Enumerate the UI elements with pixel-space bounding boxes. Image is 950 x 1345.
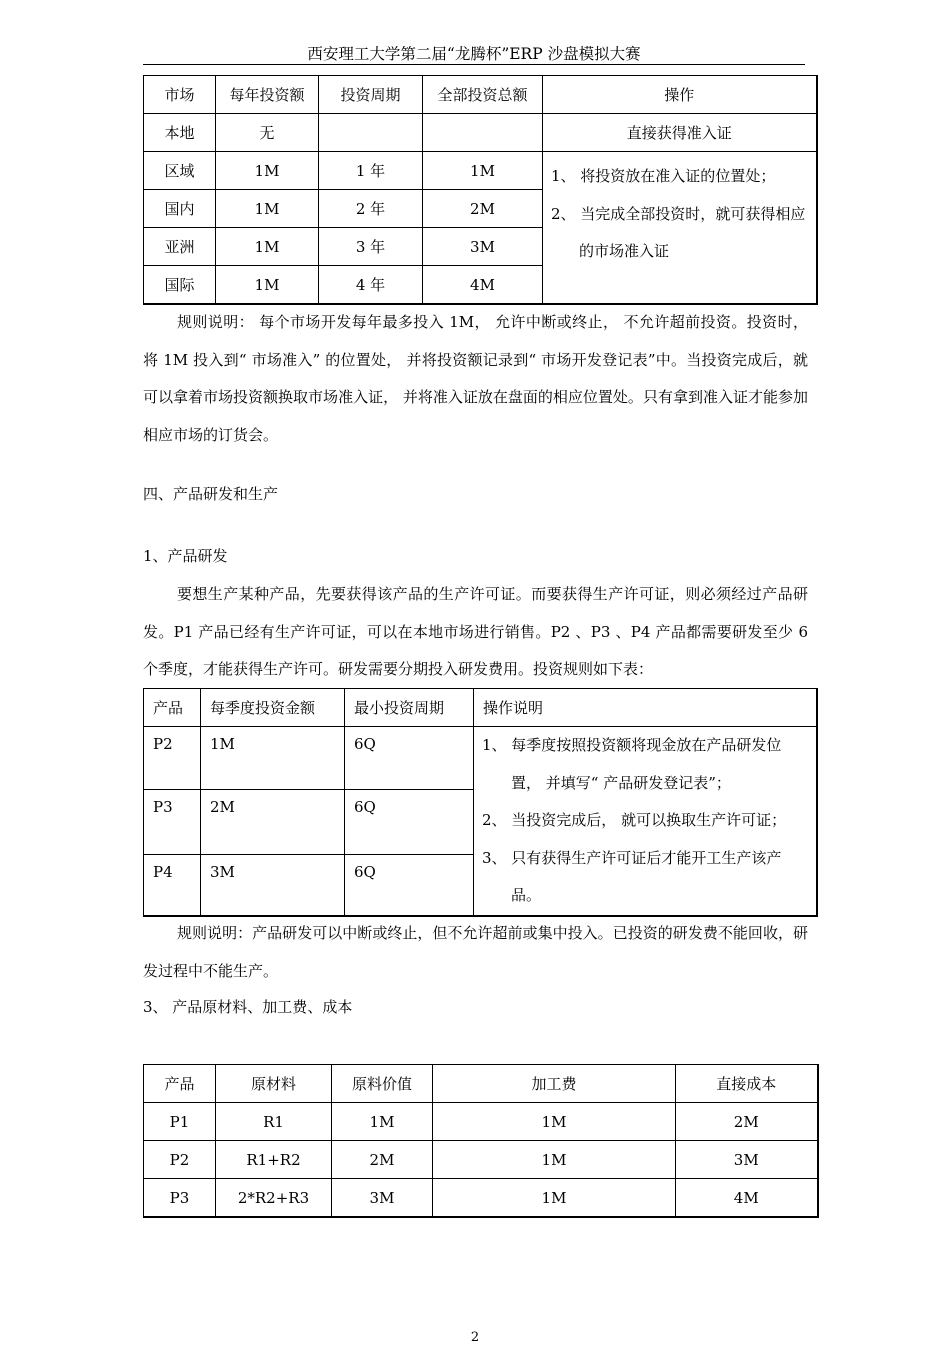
table-header-cell: 每年投资额 bbox=[216, 76, 319, 114]
section-title: 四、产品研发和生产 bbox=[143, 485, 279, 503]
table-row bbox=[144, 1179, 818, 1218]
market-rules-paragraph: 规则说明： 每个市场开发每年最多投入 1M， 允许中断或终止， 不允许超前投资。投资时， 将 1M 投入到“ 市场准入” 的位置处， 并将投资额记录到“ 市场开发登记表”中。当投资完成后，就可以拿着市场投资额换取市场准入证， 并将准入证放在盘面的相应位置处。只有拿到准入证才能参加相应市场的订货会。 bbox=[143, 313, 808, 444]
table-cell: R1+R2 bbox=[216, 1141, 332, 1179]
table-cell: 1M bbox=[201, 727, 345, 790]
table-cell: 2 年 bbox=[319, 190, 423, 228]
table-cell: 2*R2+R3 bbox=[216, 1179, 332, 1218]
product-cost-table bbox=[143, 1064, 819, 1218]
table-header-cell: 全部投资总额 bbox=[423, 76, 543, 114]
rd-rules-paragraph: 规则说明：产品研发可以中断或终止，但不允许超前或集中投入。已投资的研发费不能回收，研发过程中不能生产。 bbox=[143, 924, 808, 980]
table-cell: 2M bbox=[332, 1141, 433, 1179]
table-cell: 3M bbox=[201, 854, 345, 915]
market-investment-table bbox=[143, 75, 818, 305]
table-cell: 1M bbox=[216, 228, 319, 266]
table-cell: 直接获得准入证 bbox=[543, 114, 817, 152]
table-cell: 1M bbox=[433, 1103, 676, 1141]
table-cell: 1M bbox=[433, 1141, 676, 1179]
table-header-cell: 最小投资周期 bbox=[345, 689, 474, 727]
table-cell: 6Q bbox=[345, 727, 474, 790]
table-header-cell: 产品 bbox=[144, 689, 201, 727]
operation-notes-cell bbox=[543, 152, 817, 305]
table-header-cell: 投资周期 bbox=[319, 76, 423, 114]
table-cell: 4M bbox=[423, 266, 543, 305]
table-cell: P1 bbox=[144, 1103, 216, 1141]
table-cell: 国内 bbox=[144, 190, 216, 228]
table-cell: 无 bbox=[216, 114, 319, 152]
operation-note: 2、 当投资完成后， 就可以换取生产许可证； bbox=[482, 811, 787, 829]
table-header-cell: 市场 bbox=[144, 76, 216, 114]
table-header-row bbox=[144, 76, 817, 114]
table-cell: 1M bbox=[216, 266, 319, 305]
table-row bbox=[144, 1103, 818, 1141]
operation-note: 3、 只有获得生产许可证后才能开工生产该产品。 bbox=[482, 848, 782, 904]
table-cell: 4M bbox=[676, 1179, 818, 1218]
table-row bbox=[144, 114, 817, 152]
operation-note: 1、 将投资放在准入证的位置处； bbox=[551, 167, 776, 185]
table-header-cell: 原料价值 bbox=[332, 1065, 433, 1103]
table-header-row bbox=[144, 689, 817, 727]
table-cell: P3 bbox=[144, 790, 201, 854]
table-cell: 1M bbox=[423, 152, 543, 190]
table-cell bbox=[423, 114, 543, 152]
table-cell: P3 bbox=[144, 1179, 216, 1218]
table-cell: 1 年 bbox=[319, 152, 423, 190]
product-rd-table bbox=[143, 688, 818, 917]
subsection-title: 3、 产品原材料、加工费、成本 bbox=[143, 998, 353, 1016]
table-cell: 2M bbox=[423, 190, 543, 228]
table-cell: R1 bbox=[216, 1103, 332, 1141]
table-cell: 国际 bbox=[144, 266, 216, 305]
table-header-cell: 操作说明 bbox=[474, 689, 817, 727]
table-header-cell: 每季度投资金额 bbox=[201, 689, 345, 727]
rd-intro-paragraph: 要想生产某种产品，先要获得该产品的生产许可证。而要获得生产许可证，则必须经过产品研发。P1 产品已经有生产许可证，可以在本地市场进行销售。P2 、P3 、P4 产品都需要研发至少 6 个季度，才能获得生产许可。研发需要分期投入研发费用。投资规则如下表： bbox=[143, 585, 808, 678]
table-cell: 6Q bbox=[345, 790, 474, 854]
operation-note: 1、 每季度按照投资额将现金放在产品研发位置， 并填写“ 产品研发登记表”； bbox=[482, 736, 782, 792]
table-row bbox=[144, 727, 817, 790]
table-cell: 1M bbox=[433, 1179, 676, 1218]
table-cell: 3M bbox=[332, 1179, 433, 1218]
table-header-cell: 操作 bbox=[543, 76, 817, 114]
header-rule bbox=[143, 64, 805, 65]
table-cell: 1M bbox=[216, 190, 319, 228]
table-cell: 3M bbox=[423, 228, 543, 266]
table-cell: 3M bbox=[676, 1141, 818, 1179]
table-header-cell: 加工费 bbox=[433, 1065, 676, 1103]
table-row bbox=[144, 1141, 818, 1179]
subsection-title: 1、产品研发 bbox=[143, 547, 228, 565]
table-cell: 2M bbox=[201, 790, 345, 854]
table-header-cell: 产品 bbox=[144, 1065, 216, 1103]
table-cell: 6Q bbox=[345, 854, 474, 915]
table-cell: 1M bbox=[332, 1103, 433, 1141]
operation-notes-cell bbox=[474, 727, 817, 916]
page-number: 2 bbox=[470, 1330, 480, 1345]
table-cell: 本地 bbox=[144, 114, 216, 152]
table-cell bbox=[319, 114, 423, 152]
table-cell: 4 年 bbox=[319, 266, 423, 305]
page-header: 西安理工大学第二届“龙腾杯”ERP 沙盘模拟大赛 bbox=[307, 45, 641, 63]
table-cell: P4 bbox=[144, 854, 201, 915]
table-cell: 3 年 bbox=[319, 228, 423, 266]
table-cell: P2 bbox=[144, 727, 201, 790]
table-cell: 2M bbox=[676, 1103, 818, 1141]
table-cell: 区域 bbox=[144, 152, 216, 190]
table-cell: 1M bbox=[216, 152, 319, 190]
table-header-cell: 原材料 bbox=[216, 1065, 332, 1103]
table-header-row bbox=[144, 1065, 818, 1103]
table-cell: P2 bbox=[144, 1141, 216, 1179]
table-header-cell: 直接成本 bbox=[676, 1065, 818, 1103]
table-cell: 亚洲 bbox=[144, 228, 216, 266]
operation-note: 2、 当完成全部投资时，就可获得相应的市场准入证 bbox=[551, 204, 806, 260]
table-row bbox=[144, 152, 817, 190]
